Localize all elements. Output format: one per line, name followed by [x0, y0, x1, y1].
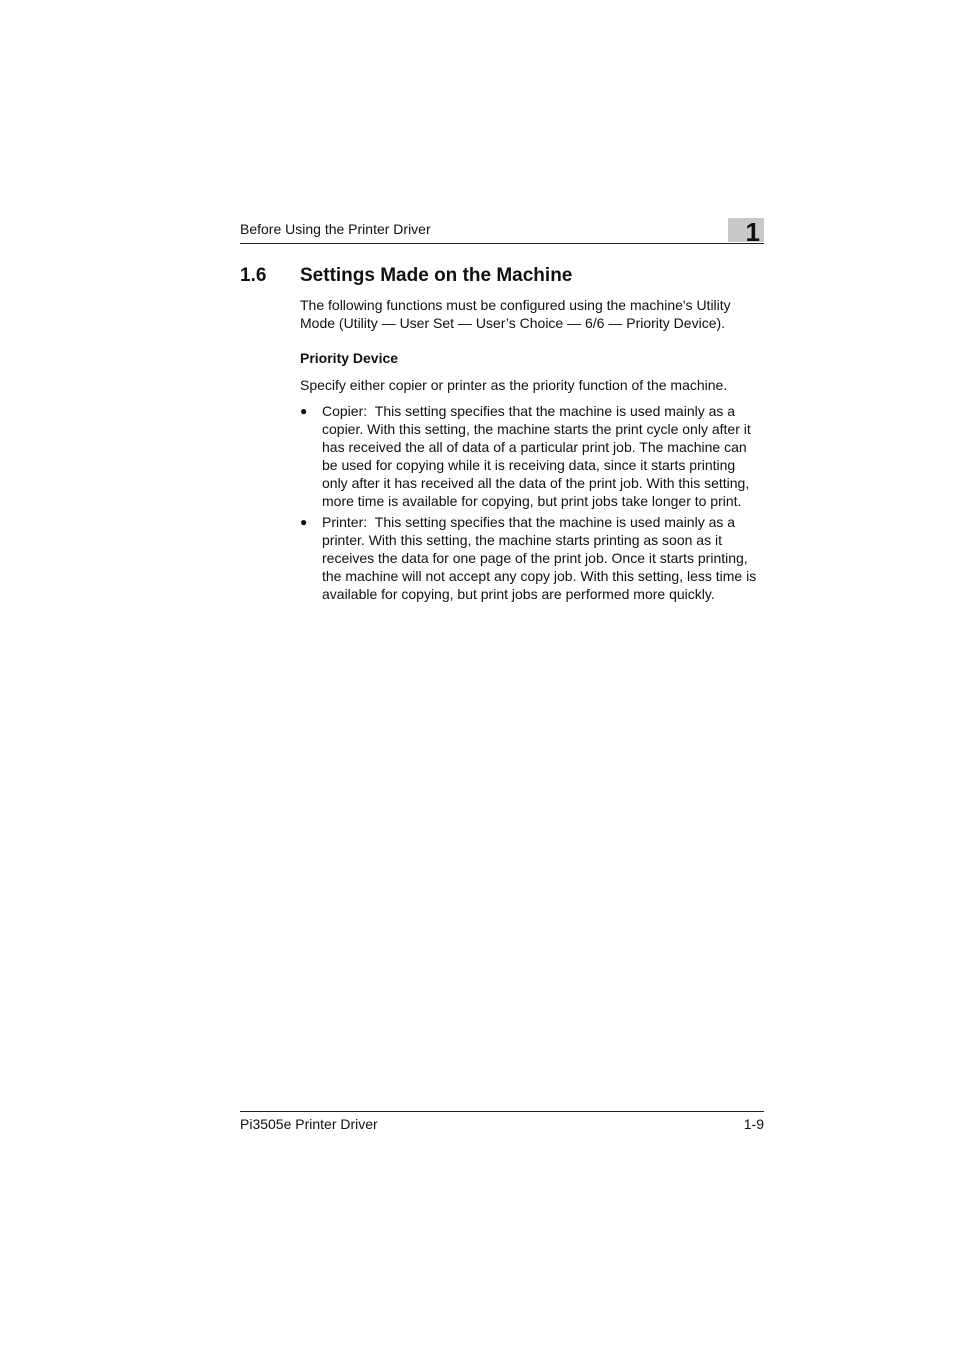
- bullet-term: Copier:: [322, 403, 368, 419]
- page-number: 1-9: [743, 1116, 764, 1132]
- bullet-term: Printer:: [322, 514, 368, 530]
- intro-paragraph: The following functions must be configured using the machine's Utility Mode (Utility — User Set — User’s Choice — 6/6 — Priority Device).: [300, 297, 731, 331]
- bullet-text: This setting specifies that the machine is used mainly as a printer. With this setting, the machine starts printing as soon as it receives the data for one page of the print job. Once it starts printing, the machine will not accept any copy job. With this setting, less time is available for copying, but print jobs are performed more quickly.: [322, 514, 757, 602]
- bullet-list: [300, 402, 764, 606]
- list-item: [300, 513, 764, 603]
- subheading: Priority Device: [300, 350, 399, 366]
- lead-paragraph: Specify either copier or printer as the priority function of the machine.: [300, 377, 728, 393]
- running-header: [240, 217, 764, 247]
- section-heading: [240, 264, 770, 288]
- list-item: [300, 402, 764, 510]
- bullet-text: This setting specifies that the machine is used mainly as a copier. With this setting, the machine starts the print cycle only after it has received the all of data of a particular print job. The machine can be used for copying while it is receiving data, since it starts printing only after it has received all the data of the print job. With this setting, more time is available for copying, but print jobs take longer to print.: [322, 403, 751, 509]
- footer-title: Pi3505e Printer Driver: [240, 1116, 378, 1132]
- chapter-tab: [728, 217, 764, 247]
- header-title: Before Using the Printer Driver: [240, 221, 431, 237]
- section-title: Settings Made on the Machine: [300, 265, 573, 286]
- section-number: 1.6: [240, 265, 267, 286]
- bullet-icon: ●: [300, 404, 308, 418]
- running-footer: [240, 1111, 764, 1134]
- chapter-number: 1: [745, 217, 760, 247]
- bullet-icon: ●: [300, 515, 308, 529]
